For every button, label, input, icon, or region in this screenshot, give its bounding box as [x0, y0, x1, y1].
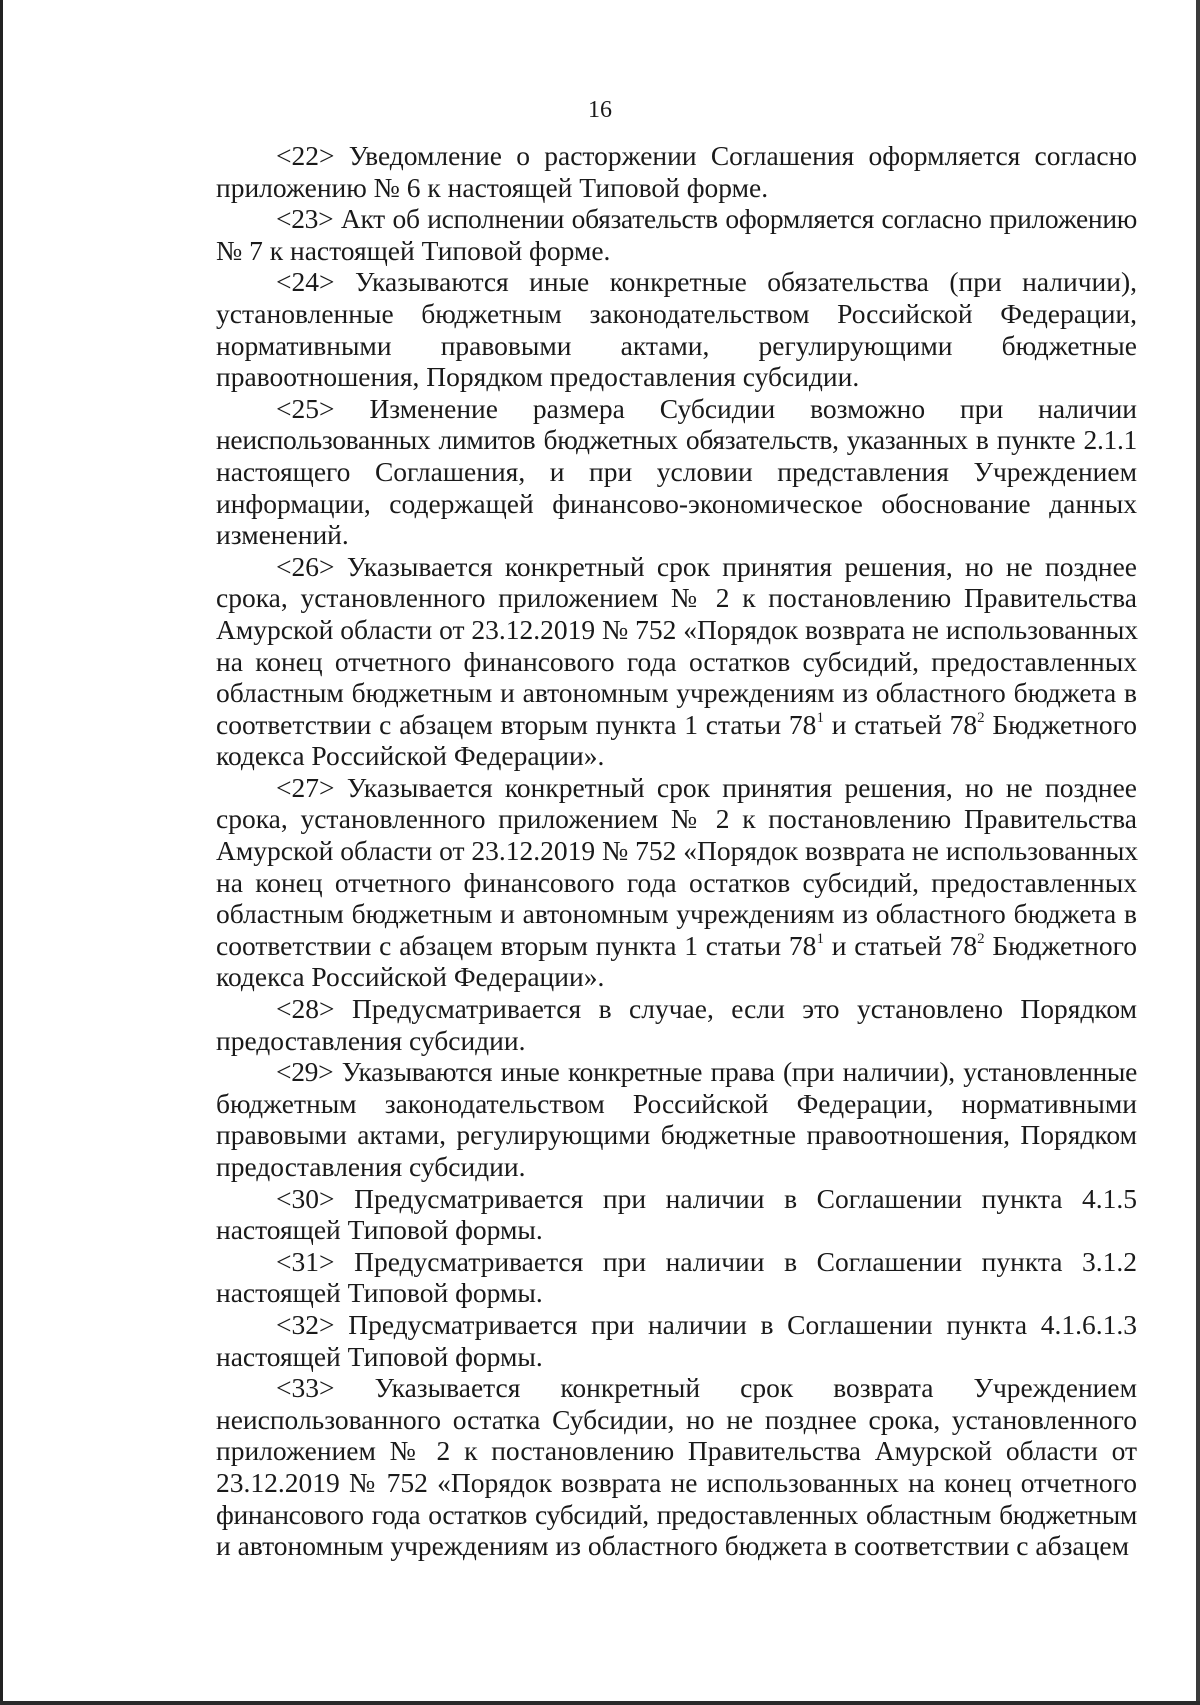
- text-line: <25> Изменение размера Субсидии возможно при наличии: [276, 392, 1137, 424]
- footnote-paragraph: [160, 772, 1137, 993]
- text-segment: и статьей 78: [823, 929, 978, 961]
- text-line: срока, установленного приложением № 2 к постановлению Правительства: [216, 803, 1137, 835]
- text-line: [160, 930, 1137, 962]
- text-line: правоотношения, Порядком предоставления субсидии.: [216, 361, 860, 393]
- footnote-paragraph: [160, 1246, 1137, 1309]
- superscript: 1: [816, 930, 824, 947]
- text-line: <30> Предусматривается при наличии в Соглашении пункта 4.1.5: [276, 1182, 1137, 1214]
- text-segment: и статьей 78: [823, 708, 978, 740]
- text-line: областным бюджетным и автономным учреждениям из областного бюджета в: [216, 677, 1137, 709]
- footnote-paragraph: [160, 1183, 1137, 1246]
- text-line: [160, 709, 1137, 741]
- text-line: кодекса Российской Федерации».: [216, 740, 605, 772]
- text-line: неиспользованных лимитов бюджетных обязательств, указанных в пункте 2.1.1: [216, 424, 1137, 456]
- footnote-paragraph: [160, 551, 1137, 772]
- text-line: <22> Уведомление о расторжении Соглашения оформляется согласно: [276, 140, 1137, 171]
- text-line: предоставления субсидии.: [216, 1024, 526, 1056]
- scan-edge-bottom: [0, 1701, 1200, 1705]
- text-line: <33> Указывается конкретный срок возврата Учреждением: [276, 1372, 1137, 1404]
- footnote-paragraph: [160, 993, 1137, 1056]
- text-line: <23> Акт об исполнении обязательств оформляется согласно приложению: [276, 203, 1137, 235]
- text-line: 23.12.2019 № 752 «Порядок возврата не использованных на конец отчетного: [216, 1466, 1137, 1498]
- text-line: настоящей Типовой формы.: [216, 1214, 543, 1246]
- text-line: настоящего Соглашения, и при условии представления Учреждением: [216, 455, 1137, 487]
- text-line: на конец отчетного финансового года остатков субсидий, предоставленных: [216, 645, 1137, 677]
- footnote-paragraph: [160, 1309, 1137, 1372]
- text-line: № 7 к настоящей Типовой форме.: [216, 234, 611, 266]
- text-line: изменений.: [216, 519, 349, 551]
- text-segment: соответствии с абзацем вторым пункта 1 статьи 78: [216, 929, 817, 961]
- footnote-paragraph: [160, 393, 1137, 551]
- text-line: <32> Предусматривается при наличии в Соглашении пункта 4.1.6.1.3: [276, 1308, 1137, 1340]
- text-line: нормативными правовыми актами, регулирующими бюджетные: [216, 329, 1137, 361]
- superscript: 2: [977, 709, 985, 726]
- text-line: <24> Указываются иные конкретные обязательства (при наличии),: [276, 266, 1137, 298]
- text-line: на конец отчетного финансового года остатков субсидий, предоставленных: [216, 866, 1137, 898]
- text-line: информации, содержащей финансово-экономическое обоснование данных: [216, 487, 1137, 519]
- footnote-paragraph: [160, 1056, 1137, 1182]
- text-line: неиспользованного остатка Субсидии, но не позднее срока, установленного: [216, 1403, 1137, 1435]
- text-line: предоставления субсидии.: [216, 1151, 526, 1182]
- text-line: Амурской области от 23.12.2019 № 752 «Порядок возврата не использованных: [216, 835, 1139, 867]
- text-line: <29> Указываются иные конкретные права (при наличии), установленные: [276, 1056, 1137, 1088]
- footnote-paragraph: [160, 140, 1137, 203]
- text-line: правовыми актами, регулирующими бюджетные правоотношения, Порядком: [216, 1119, 1137, 1151]
- text-line: и автономным учреждениям из областного бюджета в соответствии с абзацем: [216, 1530, 1129, 1562]
- superscript: 2: [977, 930, 985, 947]
- text-segment: Бюджетного: [984, 929, 1137, 961]
- scan-edge-left: [0, 0, 3, 1705]
- text-line: бюджетным законодательством Российской Федерации, нормативными: [216, 1087, 1137, 1119]
- text-line: <27> Указывается конкретный срок принятия решения, но не позднее: [276, 771, 1137, 803]
- text-line: настоящей Типовой формы.: [216, 1277, 543, 1309]
- text-segment: Бюджетного: [984, 708, 1137, 740]
- footnote-paragraph: [160, 266, 1137, 392]
- text-line: настоящей Типовой формы.: [216, 1340, 543, 1372]
- text-line: <28> Предусматривается в случае, если это установлено Порядком: [276, 993, 1137, 1025]
- text-line: кодекса Российской Федерации».: [216, 961, 605, 993]
- text-line: областным бюджетным и автономным учреждениям из областного бюджета в: [216, 898, 1137, 930]
- page-number: 16: [588, 97, 612, 123]
- text-line: Амурской области от 23.12.2019 № 752 «Порядок возврата не использованных: [216, 613, 1139, 645]
- footnote-paragraph: [160, 1372, 1137, 1562]
- text-segment: соответствии с абзацем вторым пункта 1 статьи 78: [216, 708, 817, 740]
- text-line: <31> Предусматривается при наличии в Соглашении пункта 3.1.2: [276, 1245, 1137, 1277]
- text-line: финансового года остатков субсидий, предоставленных областным бюджетным: [216, 1498, 1137, 1530]
- text-line: установленные бюджетным законодательством Российской Федерации,: [216, 297, 1137, 329]
- text-line: <26> Указывается конкретный срок принятия решения, но не позднее: [276, 550, 1137, 582]
- text-line: срока, установленного приложением № 2 к постановлению Правительства: [216, 582, 1137, 614]
- text-line: приложением № 2 к постановлению Правительства Амурской области от: [216, 1435, 1137, 1467]
- footnote-paragraph: [160, 203, 1137, 266]
- footnotes-body: [160, 140, 1137, 1562]
- text-line: приложению № 6 к настоящей Типовой форме.: [216, 171, 769, 203]
- scan-edge-right: [1196, 0, 1200, 1705]
- superscript: 1: [816, 709, 824, 726]
